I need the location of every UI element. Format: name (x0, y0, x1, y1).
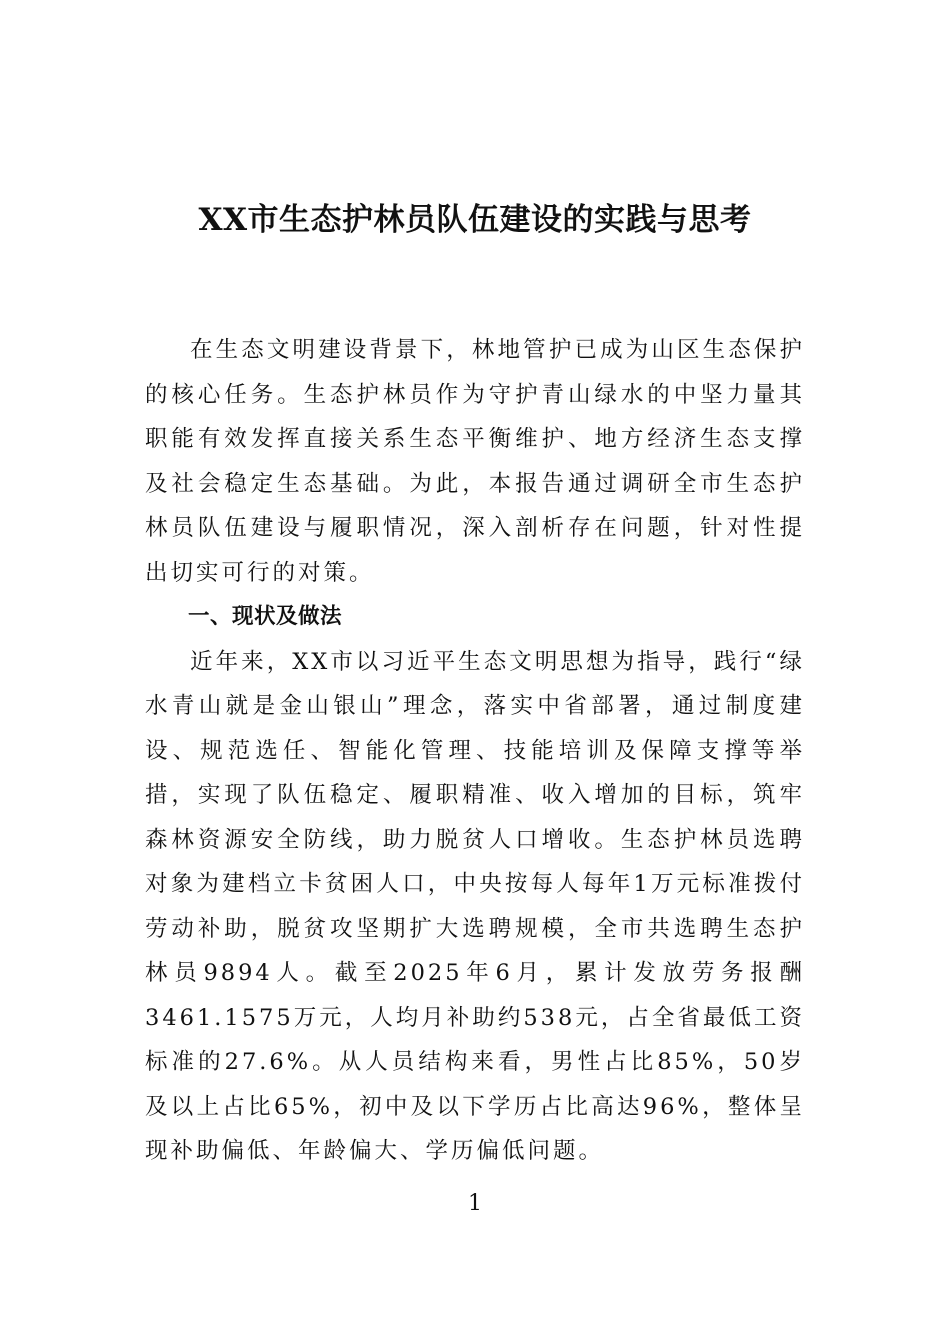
intro-paragraph: 在生态文明建设背景下，林地管护已成为山区生态保护的核心任务。生态护林员作为守护青山绿水的中坚力量其职能有效发挥直接关系生态平衡维护、地方经济生态支撑及社会稳定生态基础。为此，本报告通过调研全市生态护林员队伍建设与履职情况，深入剖析存在问题，针对性提出切实可行的对策。 (145, 337, 805, 586)
document-title: XX市生态护林员队伍建设的实践与思考 (198, 202, 752, 238)
document-body (145, 328, 805, 1174)
section-paragraph: 近年来，XX市以习近平生态文明思想为指导，践行“绿水青山就是金山银山”理念，落实中省部署，通过制度建设、规范选任、智能化管理、技能培训及保障支撑等举措，实现了队伍稳定、履职精准、收入增加的目标，筑牢森林资源安全防线，助力脱贫人口增收。生态护林员选聘对象为建档立卡贫困人口，中央按每人每年1万元标准拨付劳动补助，脱贫攻坚期扩大选聘规模，全市共选聘生态护林员9894人。截至2025年6月，累计发放劳务报酬3461.1575万元，人均月补助约538元，占全省最低工资标准的27.6%。从人员结构来看，男性占比85%，50岁及以上占比65%，初中及以下学历占比高达96%，整体呈现补助偏低、年龄偏大、学历偏低问题。 (145, 648, 805, 1164)
page-number: 1 (468, 1191, 482, 1216)
section-heading: 一、现状及做法 (188, 604, 343, 629)
